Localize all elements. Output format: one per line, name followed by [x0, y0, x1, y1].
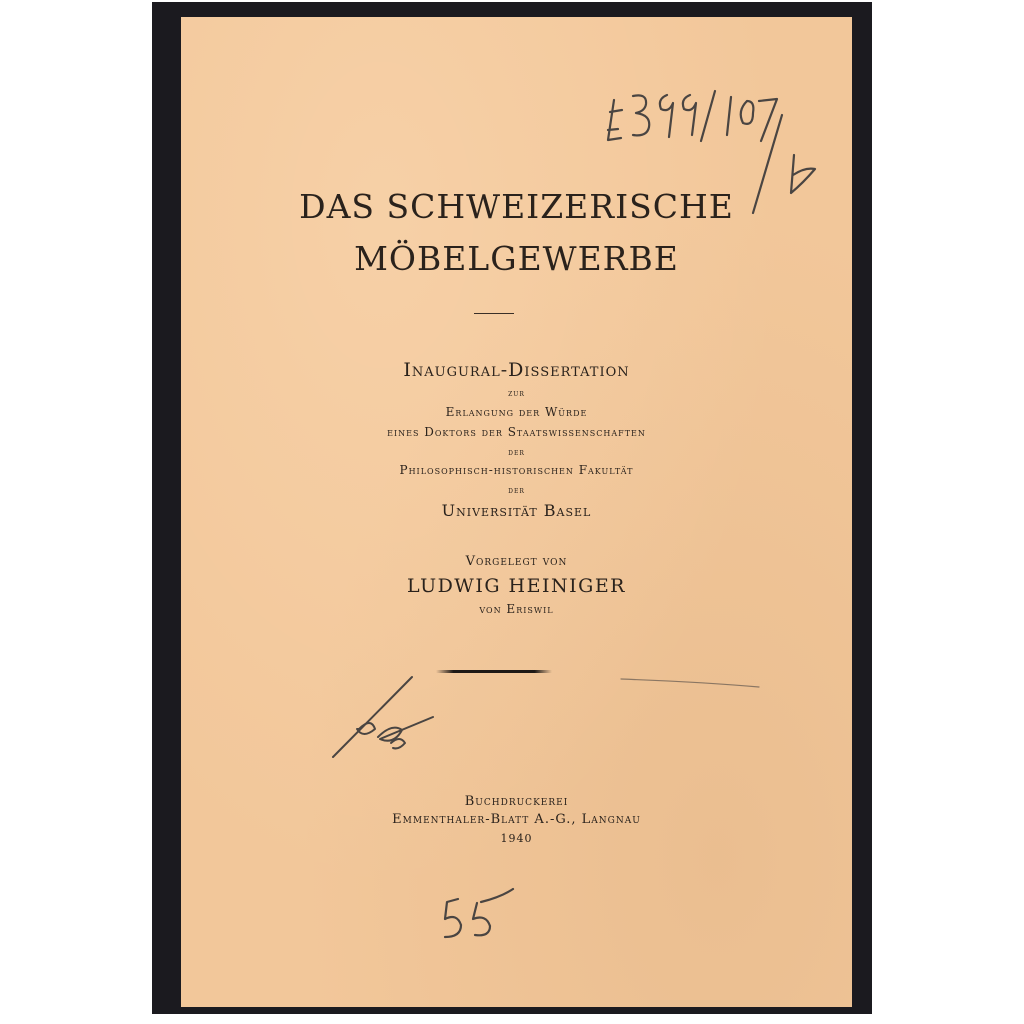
author-origin: von Eriswil	[479, 602, 554, 616]
publication-year: 1940	[500, 832, 533, 845]
der-text-2: der	[508, 486, 525, 496]
title-divider	[474, 313, 514, 314]
ornamental-rule	[436, 670, 552, 673]
university-text: Universität Basel	[441, 501, 592, 520]
author-name: LUDWIG HEINIGER	[406, 575, 626, 597]
printer-label: Buchdruckerei	[464, 794, 569, 809]
erlangung-text: Erlangung der Würde	[445, 405, 588, 419]
der-text-1: der	[508, 448, 525, 458]
printer-name: Emmenthaler-Blatt A.-G., Langnau	[392, 812, 641, 827]
faculty-text: Philosophisch-historischen Fakultät	[399, 463, 634, 477]
title-line-2: MÖBELGEWERBE	[354, 239, 679, 278]
bottom-number-annotation	[445, 889, 513, 937]
middle-number-annotation	[333, 677, 433, 757]
title-line-1: DAS SCHWEIZERISCHE	[299, 187, 734, 226]
title-page	[181, 17, 852, 1007]
submitted-by-label: Vorgelegt von	[465, 554, 568, 569]
faint-line-annotation	[621, 679, 759, 687]
zur-text: zur	[508, 389, 525, 399]
dissertation-label: Inaugural-Dissertation	[403, 359, 630, 381]
doctor-degree-text: eines Doktors der Staatswissenschaften	[387, 425, 646, 439]
